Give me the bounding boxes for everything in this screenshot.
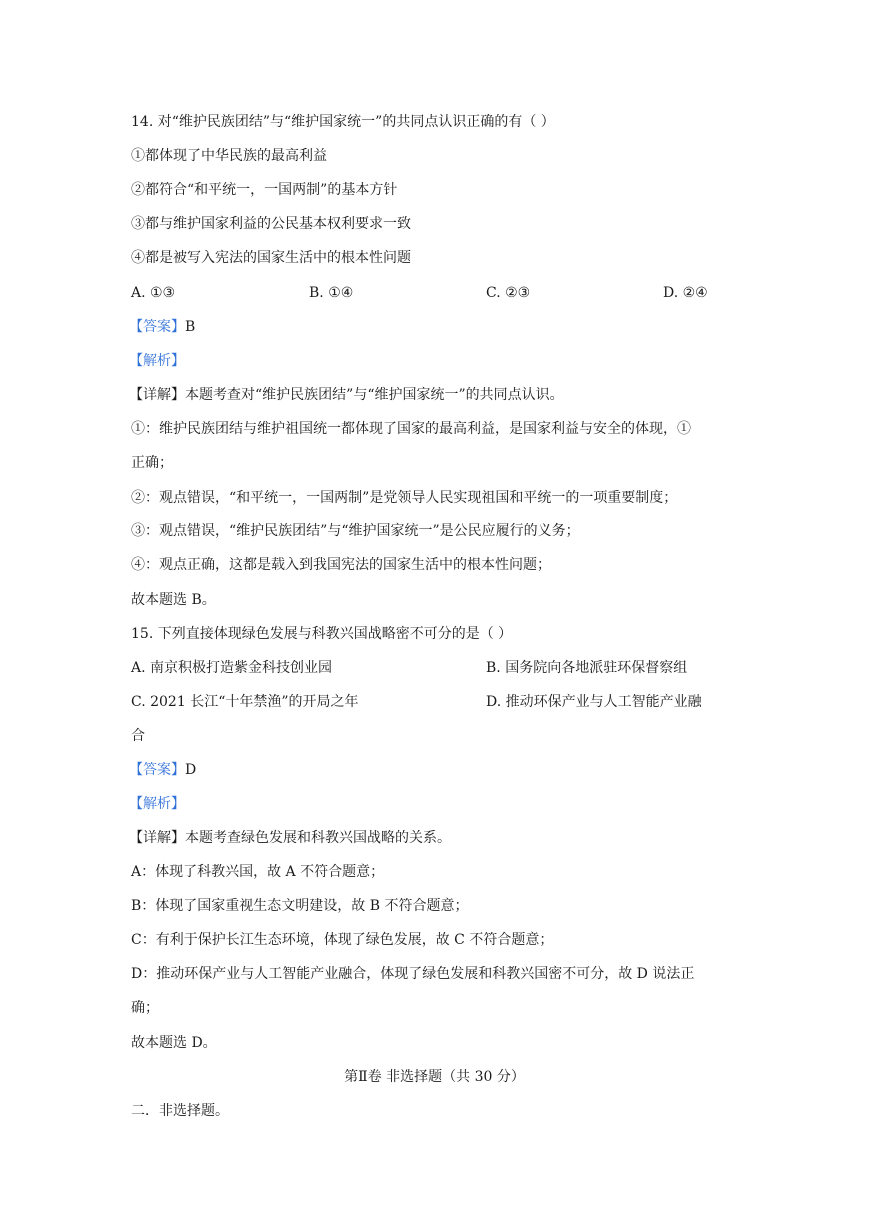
q15-explain-d2: 确； — [131, 1000, 159, 1016]
q15-option-b: B. 国务院向各地派驻环保督察组 — [486, 660, 688, 676]
q15-explain-b: B：体现了国家重视生态文明建设，故 B 不符合题意； — [131, 898, 469, 914]
q14-answer: 【答案】B — [129, 319, 196, 335]
q14-option-c: C. ②③ — [486, 285, 531, 301]
analysis-tag: 【解析】 — [129, 796, 185, 812]
q14-option-a: A. ①③ — [131, 285, 176, 301]
q15-explain-c: C：有利于保护长江生态环境，体现了绿色发展，故 C 不符合题意； — [131, 932, 554, 948]
q15-analysis-heading — [129, 794, 185, 814]
detail-tag: 【详解】 — [129, 830, 185, 846]
q14-statement-4: ④都是被写入宪法的国家生活中的根本性问题 — [131, 250, 411, 266]
q14-option-d: D. ②④ — [663, 285, 708, 301]
q14-explain-4: ④：观点正确，这都是载入到我国宪法的国家生活中的根本性问题； — [131, 557, 551, 573]
q14-detail: 【详解】本题考查对“维护民族团结”与“维护国家统一”的共同点认识。 — [129, 387, 564, 403]
section-2-title: 第Ⅱ卷 非选择题（共 30 分） — [344, 1069, 525, 1085]
detail-tag: 【详解】 — [129, 387, 185, 403]
q14-statement-3: ③都与维护国家利益的公民基本权利要求一致 — [131, 216, 411, 232]
q15-explain-d1: D：推动环保产业与人工智能产业融合，体现了绿色发展和科教兴国密不可分，故 D 说法正 — [131, 966, 695, 982]
q14-explain-2: ②：观点错误，“和平统一，一国两制”是党领导人民实现祖国和平统一的一项重要制度； — [131, 490, 678, 506]
analysis-tag: 【解析】 — [129, 353, 185, 369]
q15-option-a: A. 南京积极打造紫金科技创业园 — [131, 660, 333, 676]
q15-detail: 【详解】本题考查绿色发展和科教兴国战略的关系。 — [129, 830, 451, 846]
answer-tag: 【答案】 — [129, 319, 185, 335]
q15-explain-a: A：体现了科教兴国，故 A 不符合题意； — [131, 864, 385, 880]
q15-option-c: C. 2021 长江“十年禁渔”的开局之年 — [131, 694, 359, 710]
q15-option-d-wrap: 合 — [131, 728, 145, 744]
q14-conclusion: 故本题选 B。 — [131, 592, 216, 608]
answer-tag: 【答案】 — [129, 762, 185, 778]
q14-statement-1: ①都体现了中华民族的最高利益 — [131, 148, 327, 164]
q15-option-d: D. 推动环保产业与人工智能产业融 — [486, 694, 702, 710]
q14-analysis-heading — [129, 351, 185, 371]
section-2-heading: 二．非选择题。 — [131, 1103, 229, 1119]
q14-explain-1b: 正确； — [131, 455, 173, 471]
q14-explain-1a: ①：维护民族团结与维护祖国统一都体现了国家的最高利益，是国家利益与安全的体现，① — [131, 421, 691, 437]
question-15-stem: 15. 下列直接体现绿色发展与科教兴国战略密不可分的是（ ） — [131, 626, 513, 642]
q14-option-b: B. ①④ — [309, 285, 354, 301]
q15-answer: 【答案】D — [129, 762, 197, 778]
question-14-stem: 14. 对“维护民族团结”与“维护国家统一”的共同点认识正确的有（ ） — [131, 114, 555, 130]
q14-statement-2: ②都符合“和平统一，一国两制”的基本方针 — [131, 182, 398, 198]
q15-conclusion: 故本题选 D。 — [131, 1035, 217, 1051]
q14-explain-3: ③：观点错误，“维护民族团结”与“维护国家统一”是公民应履行的义务； — [131, 523, 580, 539]
